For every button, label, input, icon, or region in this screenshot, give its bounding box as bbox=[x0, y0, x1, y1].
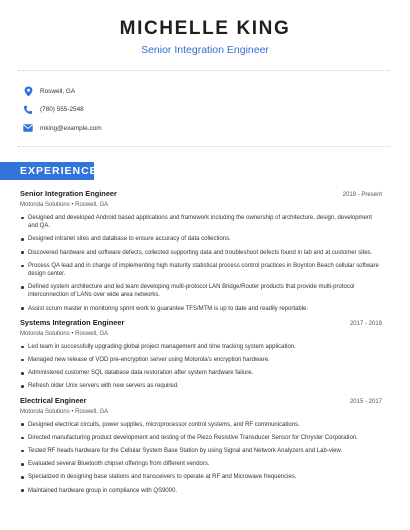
header-divider bbox=[18, 70, 390, 71]
separator-dot: • bbox=[69, 330, 76, 337]
job-entry bbox=[20, 189, 382, 313]
bullet-item: Designed intranet sites and database to ensure accuracy of data collections. bbox=[20, 235, 382, 243]
job-company: Motorola Solutions bbox=[20, 202, 70, 208]
section-heading-experience bbox=[0, 162, 98, 180]
bullet-item: Administered customer SQL database data restoration after system hardware failure. bbox=[20, 369, 382, 377]
bullet-item: Maintained hardware group in compliance with QS9000. bbox=[20, 487, 382, 495]
contact-phone bbox=[22, 101, 102, 120]
job-company-line bbox=[20, 201, 382, 210]
bullet-item: Defined system architecture and led team developing multi-protocol LAN Bridge/Router products that provide multi-protocol interconnection of LANs over wide area networks. bbox=[20, 283, 382, 299]
job-dates: 2019 - Present bbox=[342, 192, 382, 198]
bullet-item: Process QA lead and in charge of implementing high maturity statistical process control practices in Boynton Beach cellular software design center. bbox=[20, 262, 382, 278]
bullet-item: Directed manufacturing product development and testing of the Piezo Resistive Transducer Sensor for Chrysler Corporation. bbox=[20, 434, 382, 442]
job-location: Roswell, GA bbox=[75, 408, 109, 415]
phone-icon bbox=[22, 104, 34, 116]
job-location: Roswell, GA bbox=[75, 202, 109, 208]
job-dates: 2015 - 2017 bbox=[349, 398, 382, 405]
bullet-item: Refresh older Unix servers with new servers as required. bbox=[20, 382, 382, 390]
contact-email bbox=[22, 119, 102, 138]
contact-phone-text: (780) 555-2548 bbox=[40, 106, 84, 114]
contact-location bbox=[22, 82, 102, 101]
envelope-icon bbox=[22, 122, 34, 134]
bullet-item: Discovered hardware and software defects, collected supporting data and troubleshoot defects found in lab and at customer sites. bbox=[20, 249, 382, 257]
job-company: Motorola Solutions bbox=[20, 330, 70, 337]
job-company-line bbox=[20, 408, 382, 417]
contact-email-text: mking@example.com bbox=[40, 124, 102, 132]
resume-header bbox=[0, 18, 410, 57]
contact-divider bbox=[18, 146, 390, 147]
location-pin-icon bbox=[22, 85, 34, 97]
job-entry bbox=[20, 318, 382, 391]
separator-dot: • bbox=[69, 202, 76, 208]
job-header bbox=[20, 396, 382, 407]
job-company: Motorola Solutions bbox=[20, 408, 70, 415]
candidate-name: MICHELLE KING bbox=[119, 18, 291, 39]
bullet-item: Managed new release of VOD pre-encryption server using Motorola's encryption hardware. bbox=[20, 356, 382, 364]
contact-location-text: Roswell, GA bbox=[40, 87, 76, 95]
job-company-line bbox=[20, 330, 382, 339]
job-header bbox=[20, 189, 382, 200]
experience-list bbox=[20, 189, 382, 500]
section-heading-label: EXPERIENCE bbox=[20, 165, 98, 177]
job-title: Senior Integration Engineer bbox=[20, 189, 117, 198]
bullet-item: Tested RF heads hardware for the Cellular System Base Station by using Signal and Network Analyzers and Lab-view. bbox=[20, 447, 382, 455]
bullet-item: Evaluated several Bluetooth chipset offerings from different vendors. bbox=[20, 460, 382, 468]
job-dates: 2017 - 2019 bbox=[349, 320, 382, 327]
job-header bbox=[20, 318, 382, 329]
job-title: Systems Integration Engineer bbox=[20, 317, 125, 327]
candidate-title: Senior Integration Engineer bbox=[141, 44, 269, 56]
separator-dot: • bbox=[69, 408, 76, 415]
job-bullets bbox=[20, 421, 382, 495]
job-title: Electrical Engineer bbox=[20, 395, 87, 405]
bullet-item: Assist scrum master in monitoring sprint work to guarantee TFS/MTM is up to date and readily reportable. bbox=[20, 305, 382, 313]
bullet-item: Designed electrical circuits, power supplies, microprocessor control systems, and RF communications. bbox=[20, 421, 382, 429]
bullet-item: Specialized in designing base stations and transceivers to operate at RF and Microwave frequencies. bbox=[20, 473, 382, 481]
job-location: Roswell, GA bbox=[75, 330, 109, 337]
job-bullets bbox=[20, 343, 382, 391]
bullet-item: Designed and developed Android based applications and framework including the ownership of architecture, design, development and QA. bbox=[20, 214, 382, 230]
job-bullets bbox=[20, 214, 382, 313]
contact-list bbox=[22, 82, 102, 138]
bullet-item: Led team in successfully upgrading global project management and time tracking system application. bbox=[20, 343, 382, 351]
job-entry bbox=[20, 396, 382, 495]
